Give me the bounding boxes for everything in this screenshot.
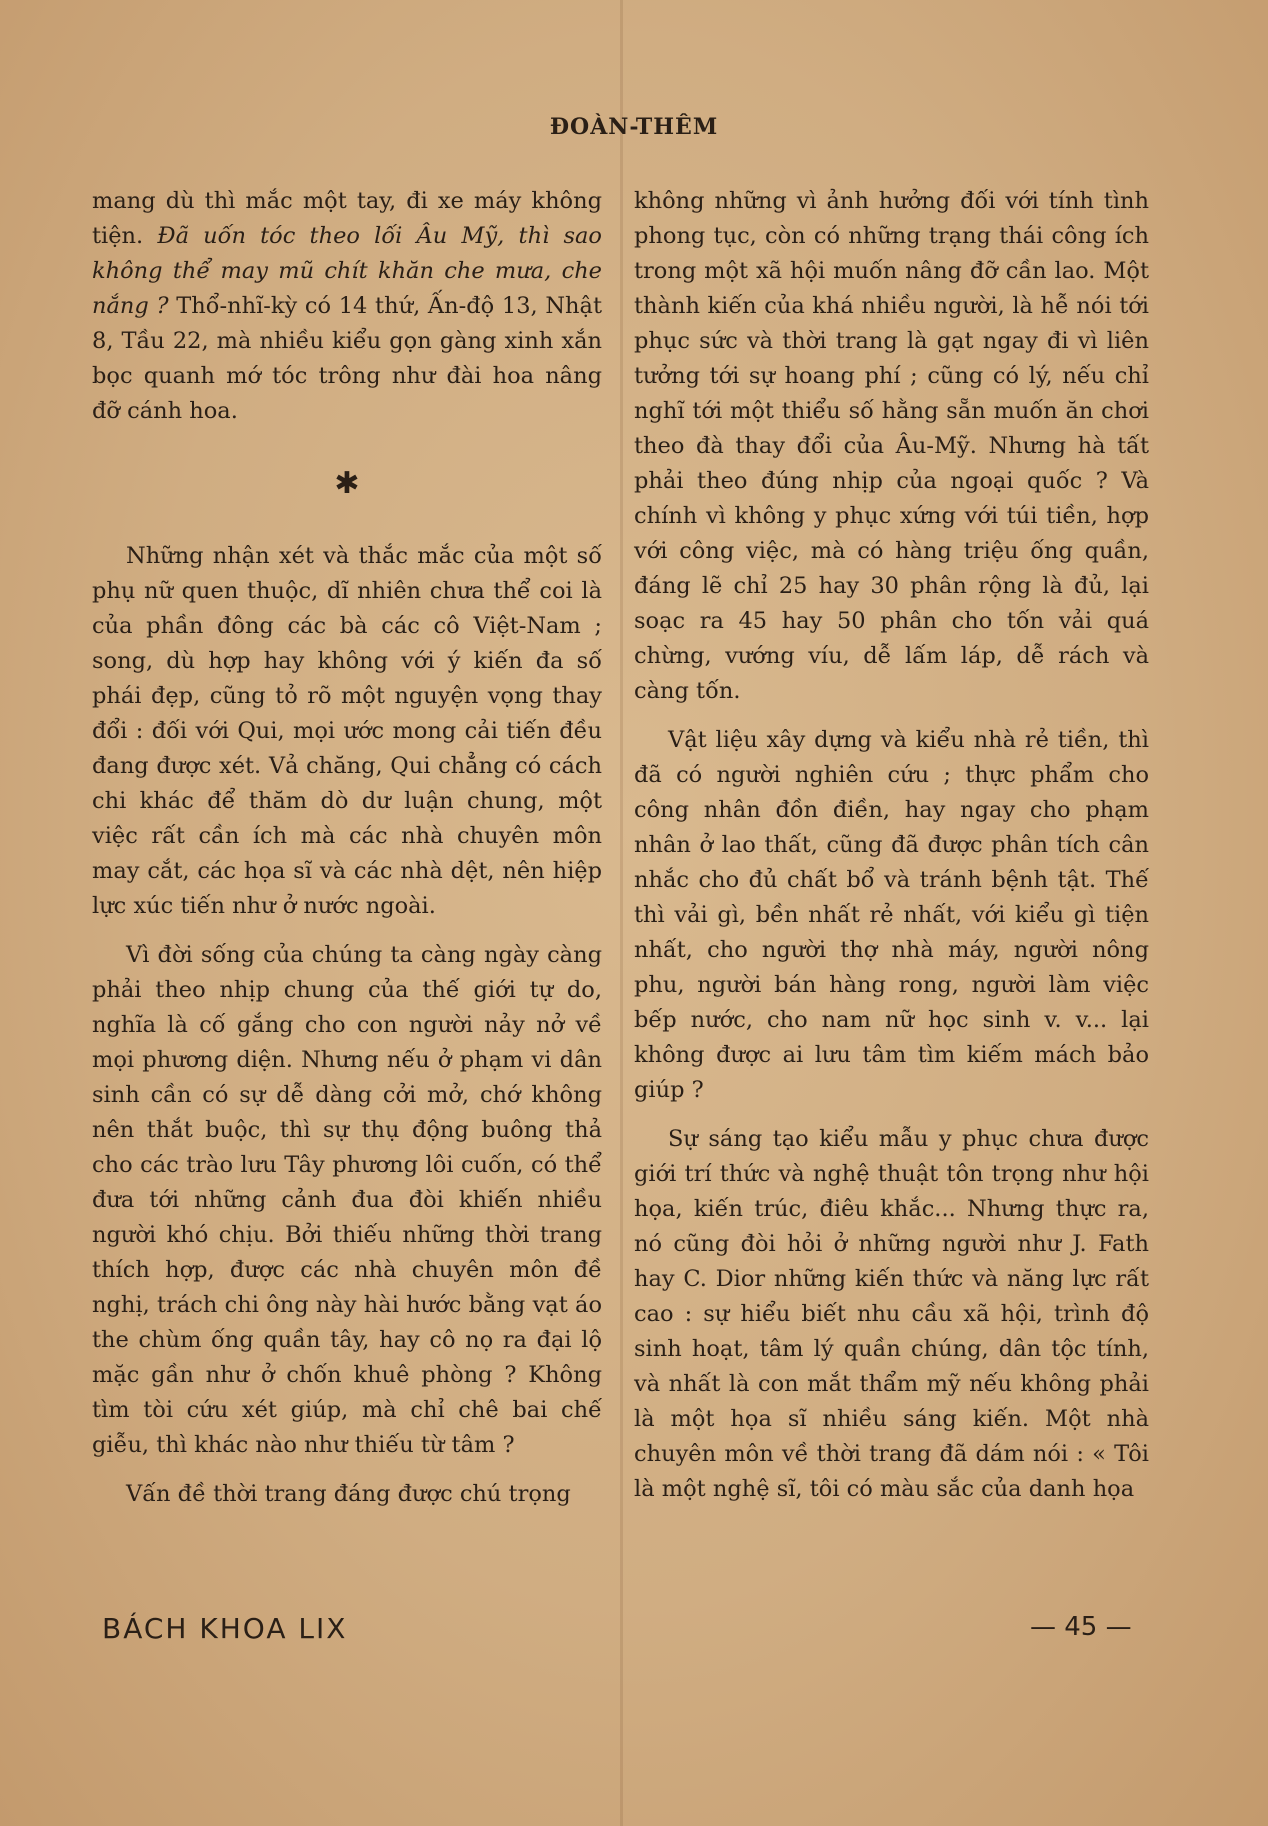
page-number: — 45 —	[1030, 1612, 1132, 1642]
right-paragraph-2: Vật liệu xây dựng và kiểu nhà rẻ tiền, thì đã có người nghiên cứu ; thực phẩm cho công nhân đồn điền, hay ngay cho phạm nhân ở lao thất, cũng đã được phân tích cân nhắc cho đủ chất bổ và tránh bệnh tật. Thế thì vải gì, bền nhất rẻ nhất, với kiểu gì tiện nhất, cho người thợ nhà máy, người nông phu, người bán hàng rong, người làm việc bếp nước, cho nam nữ học sinh v. v... lại không được ai lưu tâm tìm kiếm mách bảo giúp ?	[634, 727, 1149, 1103]
page-fold	[620, 0, 623, 1826]
section-separator: ✱	[334, 466, 360, 501]
right-paragraph-1: không những vì ảnh hưởng đối với tính tình phong tục, còn có những trạng thái công ích trong một xã hội muốn nâng đỡ cần lao. Một thành kiến của khá nhiều người, là hễ nói tới phục sức và thời trang là gạt ngay đi vì liên tưởng tới sự hoang phí ; cũng có lý, nếu chỉ nghĩ tới một thiểu số hằng sẵn muốn ăn chơi theo đà thay đổi của Âu-Mỹ. Nhưng hà tất phải theo đúng nhịp của ngoại quốc ? Và chính vì không y phục xứng với túi tiền, hợp với công việc, mà có hàng triệu ống quần, đáng lẽ chỉ 25 hay 30 phân rộng là đủ, lại soạc ra 45 hay 50 phân cho tốn vải quá chừng, vướng víu, dễ lấm láp, dễ rách và càng tốn.	[634, 188, 1149, 704]
journal-name: BÁCH KHOA LIX	[102, 1612, 348, 1645]
right-paragraph-3: Sự sáng tạo kiểu mẫu y phục chưa được giới trí thức và nghệ thuật tôn trọng như hội họa, kiến trúc, điêu khắc... Nhưng thực ra, nó cũng đòi hỏi ở những người như J. Fath hay C. Dior những kiến thức và năng lực rất cao : sự hiểu biết nhu cầu xã hội, trình độ sinh hoạt, tâm lý quần chúng, dân tộc tính, và nhất là con mắt thẩm mỹ nếu không phải là một họa sĩ nhiều sáng kiến. Một nhà chuyên môn về thời trang đã dám nói : « Tôi là một nghệ sĩ, tôi có màu sắc của danh họa	[634, 1126, 1149, 1502]
running-header: ĐOÀN-THÊM	[549, 114, 719, 140]
left-paragraph-3: Vì đời sống của chúng ta càng ngày càng phải theo nhịp chung của thế giới tự do, nghĩa là cố gắng cho con người nảy nở về mọi phương diện. Nhưng nếu ở phạm vi dân sinh cần có sự dễ dàng cởi mở, chớ không nên thắt buộc, thì sự thụ động buông thả cho các trào lưu Tây phương lôi cuốn, có thể đưa tới những cảnh đua đòi khiến nhiều người khó chịu. Bởi thiếu những thời trang thích hợp, được các nhà chuyên môn đề nghị, trách chi ông này hài hước bằng vạt áo the chùm ống quần tây, hay cô nọ ra đại lộ mặc gần như ở chốn khuê phòng ? Không tìm tòi cứu xét giúp, mà chỉ chê bai chế giễu, thì khác nào như thiếu từ tâm ?	[92, 942, 602, 1458]
right-column	[634, 184, 1149, 1507]
left-paragraph-2: Những nhận xét và thắc mắc của một số phụ nữ quen thuộc, dĩ nhiên chưa thể coi là của phần đông các bà các cô Việt-Nam ; song, dù hợp hay không với ý kiến đa số phái đẹp, cũng tỏ rõ một nguyện vọng thay đổi : đối với Qui, mọi ước mong cải tiến đều đang được xét. Vả chăng, Qui chẳng có cách chi khác để thăm dò dư luận chung, một việc rất cần ích mà các nhà chuyên môn may cắt, các họa sĩ và các nhà dệt, nên hiệp lực xúc tiến như ở nước ngoài.	[92, 543, 602, 919]
left-p1-italic: Đã uốn tóc theo lối Âu Mỹ, thì sao không thể may mũ chít khăn che mưa, che nắng ?	[92, 223, 602, 319]
left-column	[92, 184, 602, 1512]
left-paragraph-1	[92, 184, 602, 429]
left-paragraph-4: Vấn đề thời trang đáng được chú trọng	[126, 1481, 571, 1507]
left-p1-text-b: Thổ-nhĩ-kỳ có 14 thứ, Ấn-độ 13, Nhật 8, Tầu 22, mà nhiều kiểu gọn gàng xinh xắn bọc quanh mớ tóc trông như đài hoa nâng đỡ cánh hoa.	[92, 293, 602, 424]
left-p1-text-a: mang dù thì mắc một tay, đi xe máy không tiện.	[92, 188, 602, 249]
